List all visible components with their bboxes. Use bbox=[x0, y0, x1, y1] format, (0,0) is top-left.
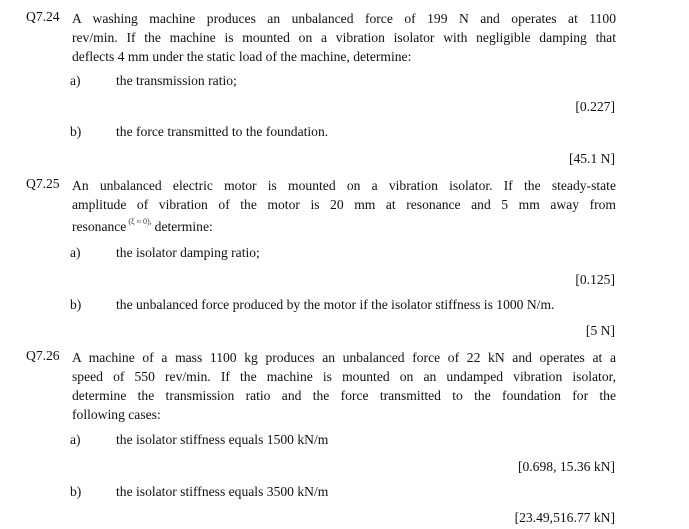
answer: [23.49,516.77 kN] bbox=[514, 510, 615, 525]
item-letter: a) bbox=[70, 432, 81, 447]
item-letter: a) bbox=[70, 245, 81, 260]
question-line: An unbalanced electric motor is mounted on a vibration isolator. If the steady-state bbox=[72, 178, 616, 193]
question-7-24 bbox=[26, 9, 616, 66]
question-line: determine the transmission ratio and the force transmitted to the foundation for the bbox=[72, 388, 616, 403]
question-text bbox=[72, 176, 616, 238]
question-line: deflects 4 mm under the static load of the machine, determine: bbox=[72, 49, 412, 64]
item-text: the force transmitted to the foundation. bbox=[116, 124, 329, 139]
question-number: Q7.25 bbox=[26, 176, 60, 191]
question-text bbox=[72, 348, 616, 424]
question-line: speed of 550 rev/min. If the machine is mounted on an undamped vibration isolator, bbox=[72, 369, 616, 384]
item-letter: b) bbox=[70, 484, 82, 499]
question-7-25 bbox=[26, 176, 616, 238]
item-text: the unbalanced force produced by the motor if the isolator stiffness is 1000 N/m. bbox=[116, 297, 555, 312]
answer: [45.1 N] bbox=[568, 151, 615, 166]
question-line: following cases: bbox=[72, 407, 161, 422]
question-line: rev/min. If the machine is mounted on a vibration isolator with negligible damping that bbox=[72, 30, 616, 45]
question-7-26 bbox=[26, 348, 616, 424]
answer: [0.227] bbox=[575, 99, 615, 114]
question-number: Q7.26 bbox=[26, 348, 60, 363]
question-text bbox=[72, 9, 616, 66]
question-line bbox=[72, 217, 616, 238]
item-text: the isolator stiffness equals 3500 kN/m bbox=[116, 484, 329, 499]
item-letter: b) bbox=[70, 124, 82, 139]
item-letter: b) bbox=[70, 297, 82, 312]
answer: [0.125] bbox=[575, 272, 615, 287]
item-text: the isolator stiffness equals 1500 kN/m bbox=[116, 432, 329, 447]
question-number: Q7.24 bbox=[26, 9, 60, 24]
item-letter: a) bbox=[70, 73, 81, 88]
question-line: A machine of a mass 1100 kg produces an unbalanced force of 22 kN and operates at a bbox=[72, 350, 616, 365]
answer: [0.698, 15.36 kN] bbox=[517, 459, 615, 474]
question-line: A washing machine produces an unbalanced force of 199 N and operates at 1100 bbox=[72, 11, 616, 26]
line-start: resonance bbox=[72, 219, 127, 234]
line-end: determine: bbox=[154, 219, 213, 234]
damping-note: (ξ ≈ 0), bbox=[128, 217, 152, 226]
question-line: amplitude of vibration of the motor is 20 mm at resonance and 5 mm away from bbox=[72, 197, 616, 212]
answer: [5 N] bbox=[585, 323, 615, 338]
item-text: the transmission ratio; bbox=[116, 73, 237, 88]
item-text: the isolator damping ratio; bbox=[116, 245, 260, 260]
